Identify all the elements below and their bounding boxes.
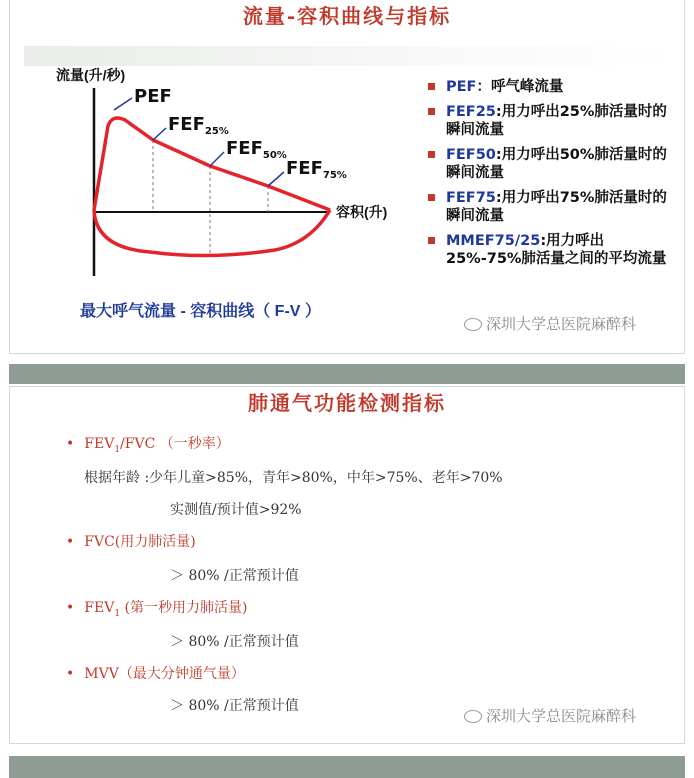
pef-label: PEF [134,86,172,107]
fef50-label: $FEF_{50\%}$ [226,138,287,161]
index-item: • MVV（最大分钟通气量） [66,666,245,682]
fef75-pointer [268,172,284,186]
flow-volume-diagram [10,0,420,338]
fef25-label: $FEF_{25\%}$ [168,114,229,137]
index-detail: ＞ 80% /正常预计值 [170,568,299,584]
bullet-dot-icon: • [66,600,75,616]
bullet-square-icon [428,194,435,201]
watermark: 深圳大学总医院麻醉科 [464,705,636,726]
index-detail: ＞ 80% /正常预计值 [170,698,299,714]
bullet-square-icon [428,83,435,90]
separator-band [9,756,685,778]
bullet-dot-icon: • [66,534,75,550]
fef50-pointer [210,152,224,166]
fef25-pointer [153,128,166,140]
watermark: 深圳大学总医院麻醉科 [464,313,636,334]
definition-item: MMEF75/25:用力呼出25%-75%肺活量之间的平均流量 [424,232,674,268]
slide-ventilation-indices [9,386,685,744]
pef-pointer [114,98,132,110]
bullet-square-icon [428,237,435,244]
slide1-title: 流量-容积曲线与指标 [242,4,452,28]
bullet-square-icon [428,108,435,115]
index-item: • FVC(用力肺活量) [66,534,196,550]
definition-item: FEF25:用力呼出25%肺活量时的瞬间流量 [424,103,674,139]
index-detail: 根据年龄 :少年儿童>85%，青年>80%，中年>75%、老年>70% [84,470,503,486]
slide-flow-volume [9,0,685,354]
inspiratory-curve [94,210,330,256]
bullet-dot-icon: • [66,436,75,452]
definition-list [424,78,674,275]
separator-band [9,364,685,384]
index-item: • $FEV_1$/FVC （一秒率） [66,436,230,455]
index-item: • $FEV_1$ (第一秒用力肺活量) [66,600,248,619]
definition-item: FEF75:用力呼出75%肺活量时的瞬间流量 [424,189,674,225]
bullet-dot-icon: • [66,666,75,682]
index-detail: ＞ 80% /正常预计值 [170,634,299,650]
y-axis-label: 流量(升/秒) [56,67,126,83]
index-detail: 实测值/预计值>92% [170,502,302,518]
fef75-label: $FEF_{75\%}$ [286,158,347,181]
definition-item: PEF：呼气峰流量 [424,78,674,96]
wechat-icon [464,710,482,723]
bullet-square-icon [428,151,435,158]
wechat-icon [464,318,482,331]
definition-item: FEF50:用力呼出50%肺活量时的瞬间流量 [424,146,674,182]
x-axis-label: 容积(升) [336,204,388,220]
slide2-title: 肺通气功能检测指标 [248,391,446,415]
chart-caption: 最大呼气流量 - 容积曲线（ F-V ） [80,303,321,320]
